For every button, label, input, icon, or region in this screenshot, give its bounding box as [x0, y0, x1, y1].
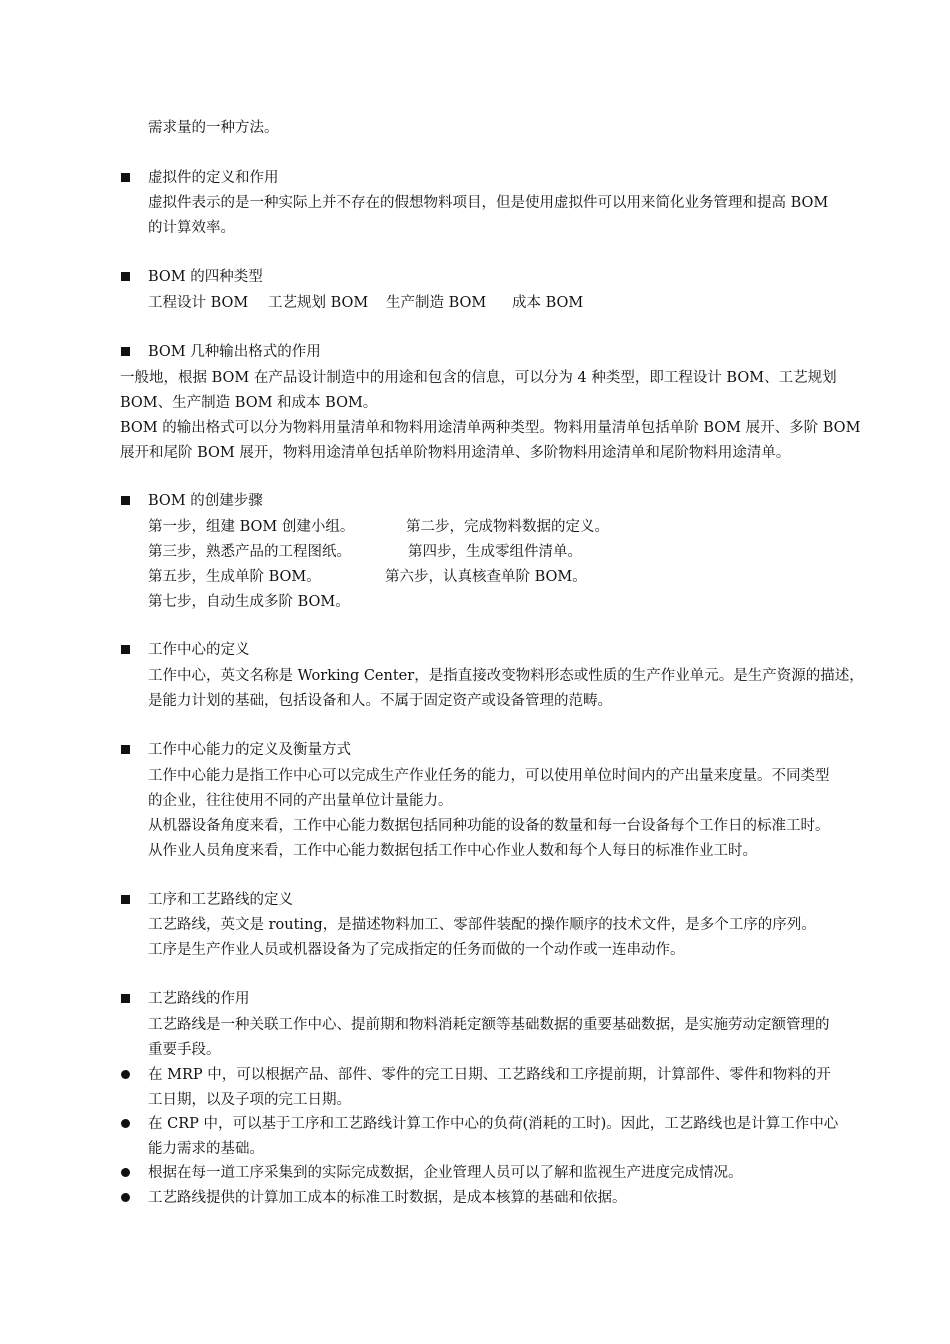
paragraph-line: 工艺路线是一种关联工作中心、提前期和物料消耗定额等基础数据的重要基础数据，是实施劳动定额管理的 [148, 1017, 830, 1033]
section-heading: BOM 几种输出格式的作用 [148, 344, 321, 360]
section-heading: 工作中心的定义 [148, 642, 250, 658]
bom-type: 生产制造 BOM [386, 295, 487, 311]
bullet-line: 能力需求的基础。 [148, 1141, 264, 1157]
bullet-line: 根据在每一道工序采集到的实际完成数据，企业管理人员可以了解和监视生产进度完成情况。 [148, 1165, 743, 1181]
step-item: 第三步，熟悉产品的工程图纸。 [148, 544, 351, 560]
paragraph-line: 的计算效率。 [148, 220, 235, 236]
square-bullet-icon [121, 645, 130, 654]
paragraph-line: 虚拟件表示的是一种实际上并不存在的假想物料项目，但是使用虚拟件可以用来简化业务管理和提高 BOM [148, 195, 829, 211]
step-item: 第六步，认真核查单阶 BOM。 [385, 569, 587, 585]
round-bullet-icon [121, 1119, 130, 1128]
paragraph-line: 重要手段。 [148, 1042, 221, 1058]
paragraph-line: BOM 的输出格式可以分为物料用量清单和物料用途清单两种类型。物料用量清单包括单阶 BOM 展开、多阶 BOM [120, 420, 861, 436]
section-heading: BOM 的四种类型 [148, 269, 263, 285]
bom-type: 工艺规划 BOM [268, 295, 369, 311]
paragraph-line: 工序是生产作业人员或机器设备为了完成指定的任务而做的一个动作或一连串动作。 [148, 942, 685, 958]
bom-type: 成本 BOM [512, 295, 584, 311]
step-item: 第四步，生成零组件清单。 [408, 544, 582, 560]
section-heading: 工作中心能力的定义及衡量方式 [148, 742, 351, 758]
square-bullet-icon [121, 496, 130, 505]
bom-type: 工程设计 BOM [148, 295, 249, 311]
paragraph-line: 展开和尾阶 BOM 展开，物料用途清单包括单阶物料用途清单、多阶物料用途清单和尾阶物料用途清单。 [120, 445, 791, 461]
step-item: 第五步，生成单阶 BOM。 [148, 569, 321, 585]
paragraph-line: 需求量的一种方法。 [148, 120, 279, 136]
bullet-line: 工艺路线提供的计算加工成本的标准工时数据，是成本核算的基础和依据。 [148, 1190, 627, 1206]
square-bullet-icon [121, 994, 130, 1003]
section-heading: 工艺路线的作用 [148, 991, 250, 1007]
bullet-line: 在 MRP 中，可以根据产品、部件、零件的完工日期、工艺路线和工序提前期，计算部件、零件和物料的开 [148, 1067, 831, 1083]
round-bullet-icon [121, 1070, 130, 1079]
bullet-line: 在 CRP 中，可以基于工序和工艺路线计算工作中心的负荷(消耗的工时)。因此，工艺路线也是计算工作中心 [148, 1116, 839, 1132]
paragraph-line: 工艺路线，英文是 routing，是描述物料加工、零部件装配的操作顺序的技术文件，是多个工序的序列。 [148, 917, 816, 933]
square-bullet-icon [121, 745, 130, 754]
paragraph-line: 工作中心能力是指工作中心可以完成生产作业任务的能力，可以使用单位时间内的产出量来度量。不同类型 [148, 768, 830, 784]
square-bullet-icon [121, 272, 130, 281]
step-item: 第二步，完成物料数据的定义。 [406, 519, 609, 535]
section-heading: BOM 的创建步骤 [148, 493, 263, 509]
paragraph-line: 一般地，根据 BOM 在产品设计制造中的用途和包含的信息，可以分为 4 种类型，即工程设计 BOM、工艺规划 [120, 370, 837, 386]
square-bullet-icon [121, 173, 130, 182]
bullet-line: 工日期，以及子项的完工日期。 [148, 1092, 351, 1108]
round-bullet-icon [121, 1193, 130, 1202]
step-item: 第一步，组建 BOM 创建小组。 [148, 519, 355, 535]
paragraph-line: BOM、生产制造 BOM 和成本 BOM。 [120, 395, 378, 411]
paragraph-line: 是能力计划的基础，包括设备和人。不属于固定资产或设备管理的范畴。 [148, 693, 612, 709]
square-bullet-icon [121, 895, 130, 904]
step-item: 第七步，自动生成多阶 BOM。 [148, 594, 350, 610]
paragraph-line: 的企业，往往使用不同的产出量单位计量能力。 [148, 793, 453, 809]
paragraph-line: 从机器设备角度来看，工作中心能力数据包括同种功能的设备的数量和每一台设备每个工作日的标准工时。 [148, 818, 830, 834]
paragraph-line: 工作中心，英文名称是 Working Center，是指直接改变物料形态或性质的生产作业单元。是生产资源的描述， [148, 668, 864, 684]
square-bullet-icon [121, 347, 130, 356]
section-heading: 虚拟件的定义和作用 [148, 170, 279, 186]
paragraph-line: 从作业人员角度来看，工作中心能力数据包括工作中心作业人数和每个人每日的标准作业工时。 [148, 843, 757, 859]
round-bullet-icon [121, 1168, 130, 1177]
section-heading: 工序和工艺路线的定义 [148, 892, 293, 908]
